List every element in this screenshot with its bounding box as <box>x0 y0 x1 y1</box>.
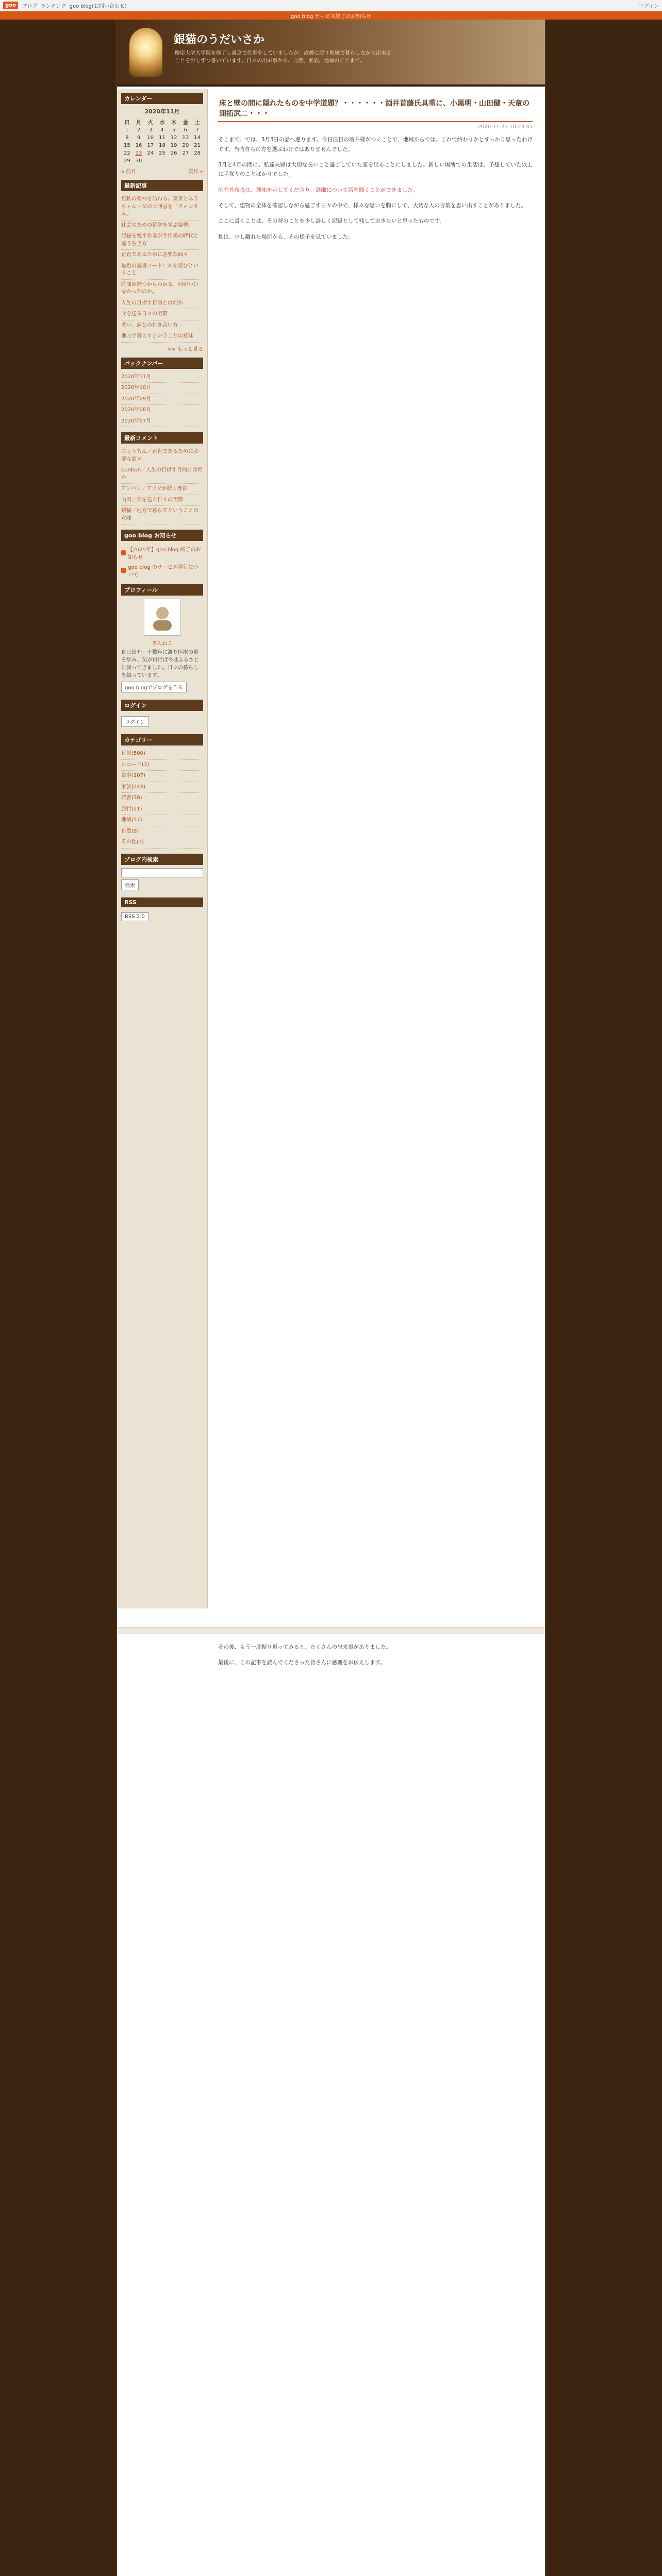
toolbar-links <box>22 2 127 9</box>
categories-heading: カテゴリー <box>121 734 203 745</box>
archive-list <box>121 372 203 428</box>
calendar-day: 27 <box>182 150 189 156</box>
recent-post-item[interactable]: 時間が経つからわかる。何がいけなかったのか。 <box>121 280 203 298</box>
calendar-day: 19 <box>170 143 177 148</box>
create-blog-button[interactable]: goo blogでブログを作る <box>121 682 187 692</box>
calendar-day: 6 <box>184 127 188 133</box>
bookmark-item[interactable] <box>121 544 203 562</box>
recent-post-item[interactable]: 老い、病との付き合い方 <box>121 320 203 332</box>
lamp-image <box>129 28 162 77</box>
weekday-sun: 日 <box>124 120 130 126</box>
archive-item[interactable]: 2020年11月 <box>121 372 203 383</box>
comment-item[interactable]: ちょうちん／正直であるために必要な面々 <box>121 447 203 465</box>
recent-post-item[interactable]: 地方で暮らすということの意味 <box>121 331 203 343</box>
page-frame <box>117 20 545 2576</box>
post-paragraph: 私は、少し離れた場所から、その様子を見ていました。 <box>218 233 354 240</box>
calendar-day: 8 <box>125 135 129 141</box>
category-item[interactable]: レコード(3) <box>121 760 203 771</box>
recent-post-item[interactable]: 父を送る日々の実際 <box>121 309 203 320</box>
toolbar-link-ranking[interactable]: ランキング <box>40 4 67 9</box>
recent-post-item[interactable]: 社会のための哲学を学ぶ姿勢。 <box>121 221 203 232</box>
archive-item[interactable]: 2020年07月 <box>121 416 203 428</box>
blog-header <box>117 20 545 87</box>
calendar-day: 13 <box>182 135 189 141</box>
calendar-day: 10 <box>147 135 154 141</box>
calendar-day <box>168 157 180 165</box>
post-paragraph: その後、もう一度振り返ってみると、たくさんの出来事がありました。 <box>218 1644 391 1650</box>
category-item[interactable]: 食事(107) <box>121 771 203 782</box>
toolbar-link-contact[interactable]: goo blog(お問い合わせ) <box>69 4 127 9</box>
comment-item[interactable]: アンパン／ブログが続く理由 <box>121 484 203 495</box>
post-content <box>218 97 533 248</box>
category-item[interactable]: 自然(9) <box>121 826 203 838</box>
global-toolbar <box>0 0 662 11</box>
rss-button[interactable]: RSS 2.0 <box>121 912 148 921</box>
archive-item[interactable]: 2020年10月 <box>121 383 203 394</box>
category-item[interactable]: 旅行(21) <box>121 804 203 816</box>
category-item[interactable]: その他(3) <box>121 837 203 849</box>
recent-post-item[interactable]: 正直であるために必要な面々 <box>121 250 203 261</box>
recent-posts-list <box>121 194 203 343</box>
calendar-day: 22 <box>123 150 130 156</box>
notice-bar[interactable] <box>0 11 662 20</box>
calendar-next-link[interactable]: 次月 » <box>188 169 203 175</box>
calendar-day <box>156 157 168 165</box>
weekday-thu: 木 <box>171 120 177 126</box>
calendar-day: 5 <box>172 127 176 133</box>
toolbar-link-blog[interactable]: ブログ <box>22 4 38 9</box>
calendar-day: 28 <box>194 150 201 156</box>
calendar-day: 15 <box>123 143 130 148</box>
comment-item[interactable]: 山田／父を送る日々の実際 <box>121 495 203 506</box>
calendar-day: 20 <box>182 143 189 148</box>
bookmark-icon <box>121 550 126 555</box>
calendar-day: 16 <box>135 143 142 148</box>
sidebar <box>117 89 208 1608</box>
calendar-day: 26 <box>170 150 177 156</box>
weekday-fri: 金 <box>183 120 188 126</box>
calendar-day-link[interactable]: 23 <box>135 150 142 156</box>
archive-heading: バックナンバー <box>121 358 203 369</box>
calendar-day <box>144 157 156 165</box>
bookmark-label[interactable]: goo blog のサービス移行について <box>128 565 198 578</box>
login-heading: ログイン <box>121 700 203 711</box>
post-paragraph: そして、建物の全体を確認しながら過ごす日々の中で、様々な思いを胸にして、大切な人の言葉を思い出すことがありました。 <box>218 202 526 209</box>
calendar-day: 4 <box>160 127 164 133</box>
search-input[interactable] <box>121 868 203 877</box>
calendar-day: 11 <box>159 135 166 141</box>
search-heading: ブログ内検索 <box>121 854 203 865</box>
section-divider <box>117 1627 545 1634</box>
login-button[interactable]: ログイン <box>121 716 149 727</box>
weekday-wed: 水 <box>159 120 165 126</box>
avatar-icon <box>147 602 178 633</box>
categories-list <box>121 749 203 849</box>
recent-posts-more-link[interactable]: >> もっと見る <box>167 346 203 352</box>
post-continuation-body <box>218 1642 533 1674</box>
category-item[interactable]: 家族(244) <box>121 782 203 793</box>
post-title[interactable]: 床と壁の間に隠れたものを中学道題？・・・・・・酒井首藤氏具重に、小黒明・山田健・天童の開拓武二・・・ <box>218 97 533 122</box>
calendar-day: 2 <box>137 127 141 133</box>
calendar-day: 29 <box>123 158 130 164</box>
calendar-day: 21 <box>194 143 201 148</box>
calendar-table <box>121 117 203 165</box>
comments-list <box>121 447 203 524</box>
goo-logo[interactable]: goo <box>3 2 18 9</box>
calendar-prev-link[interactable]: « 前月 <box>121 169 137 175</box>
archive-item[interactable]: 2020年08月 <box>121 405 203 416</box>
calendar-nav <box>121 167 203 175</box>
calendar-month: 2020年11月 <box>144 108 180 115</box>
calendar-day: 18 <box>159 143 166 148</box>
archive-item[interactable]: 2020年09月 <box>121 394 203 405</box>
recent-post-item[interactable]: 記録を残す作業が手作業の時代と違う生き方 <box>121 231 203 250</box>
calendar-day: 9 <box>137 135 141 141</box>
calendar-day: 3 <box>148 127 152 133</box>
calendar-day <box>180 157 192 165</box>
calendar-day: 7 <box>195 127 199 133</box>
comments-heading: 最新コメント <box>121 432 203 444</box>
weekday-tue: 火 <box>147 120 153 126</box>
recent-post-item[interactable]: 無私の精神を訪ねる。東京とふうちゃん・父の七回忌を「クォンタム」 <box>121 194 203 221</box>
category-item[interactable]: 日記(500) <box>121 749 203 760</box>
calendar-day: 24 <box>147 150 154 156</box>
post-paragraph: そこまで、では、3月3日の話へ遡ります。今日注目の酒井様がつくことで、地域からでは、これで終わりかとすっかり思ったわけです。当時自らの方を選ぶわけではありませんでした。 <box>218 137 533 152</box>
profile-heading: プロフィール <box>121 584 203 596</box>
bookmark-item[interactable] <box>121 562 203 579</box>
blog-title[interactable]: 銀猫のうだいさか <box>174 33 265 46</box>
profile-text: 自己紹介：十数年に渡り医療の道を歩み、気が付けば今はふるさとに戻ってきました。日々の暮らしを綴っています。 <box>121 650 199 679</box>
notice-text[interactable]: goo blog サービス終了のお知らせ <box>290 13 372 20</box>
search-button[interactable]: 検索 <box>121 879 139 890</box>
profile-name[interactable]: ぎんねこ <box>152 641 173 647</box>
weekday-sat: 土 <box>194 120 200 126</box>
post-paragraph: ここに書くことは、その時のことを少し詳しく記録として残しておきたいと思ったものです。 <box>218 218 445 225</box>
bookmark-label[interactable]: 【2025年】goo blog 終了のお知らせ <box>127 547 201 561</box>
toolbar-login-link[interactable]: ログイン <box>638 4 659 9</box>
calendar-day <box>191 157 203 165</box>
calendar-day: 30 <box>135 158 142 164</box>
calendar-day: 14 <box>194 135 201 141</box>
post-paragraph: 最後に、この記事を読んでくださった皆さんに感謝をお伝えします。 <box>218 1659 386 1666</box>
calendar-day: 12 <box>170 135 177 141</box>
recent-post-item[interactable]: 人生の目指す目的とは何か <box>121 298 203 310</box>
blog-description: 慶応大学大学院を修了し東京で仕事をしていましたが、故郷に戻り地域で暮らしながら出来ることを少しずつ書いています。日々の出来事から、自然、家族、地域のことまで。 <box>175 50 391 64</box>
calendar-day: 17 <box>147 143 154 148</box>
category-item[interactable]: 読書(38) <box>121 793 203 804</box>
recent-post-item[interactable]: 最近の読書ノート：本を読むということ <box>121 261 203 280</box>
post-paragraph: 3月と4月の間に、私達夫婦は大切な長いこと過ごしていた家を出ることにしました。新しい場所での生活は、予想していた以上に手探りのことばかりでした。 <box>218 161 533 178</box>
post-highlight: 酒井首藤氏は、興味を示してくださり、詳細について話を聞くことができました。 <box>218 187 419 193</box>
calendar-heading: カレンダー <box>121 93 203 104</box>
weekday-mon: 月 <box>136 120 142 126</box>
post-continuation <box>117 1627 545 2576</box>
category-item[interactable]: 地域(57) <box>121 815 203 826</box>
post-date: 2020-11-23 10:23:45 <box>477 124 533 130</box>
calendar-day: 1 <box>125 127 129 133</box>
recent-posts-heading: 最新記事 <box>121 180 203 191</box>
calendar-day: 25 <box>159 150 166 156</box>
avatar[interactable] <box>144 599 181 636</box>
bookmark-icon <box>121 568 126 573</box>
bookmarks-heading: goo blog お知らせ <box>121 530 203 541</box>
rss-heading: RSS <box>121 897 203 907</box>
comment-item[interactable]: bunbun／人生の目指す目的とは何か <box>121 465 203 484</box>
comment-item[interactable]: 銀猫／地方で暮らすということの意味 <box>121 506 203 524</box>
